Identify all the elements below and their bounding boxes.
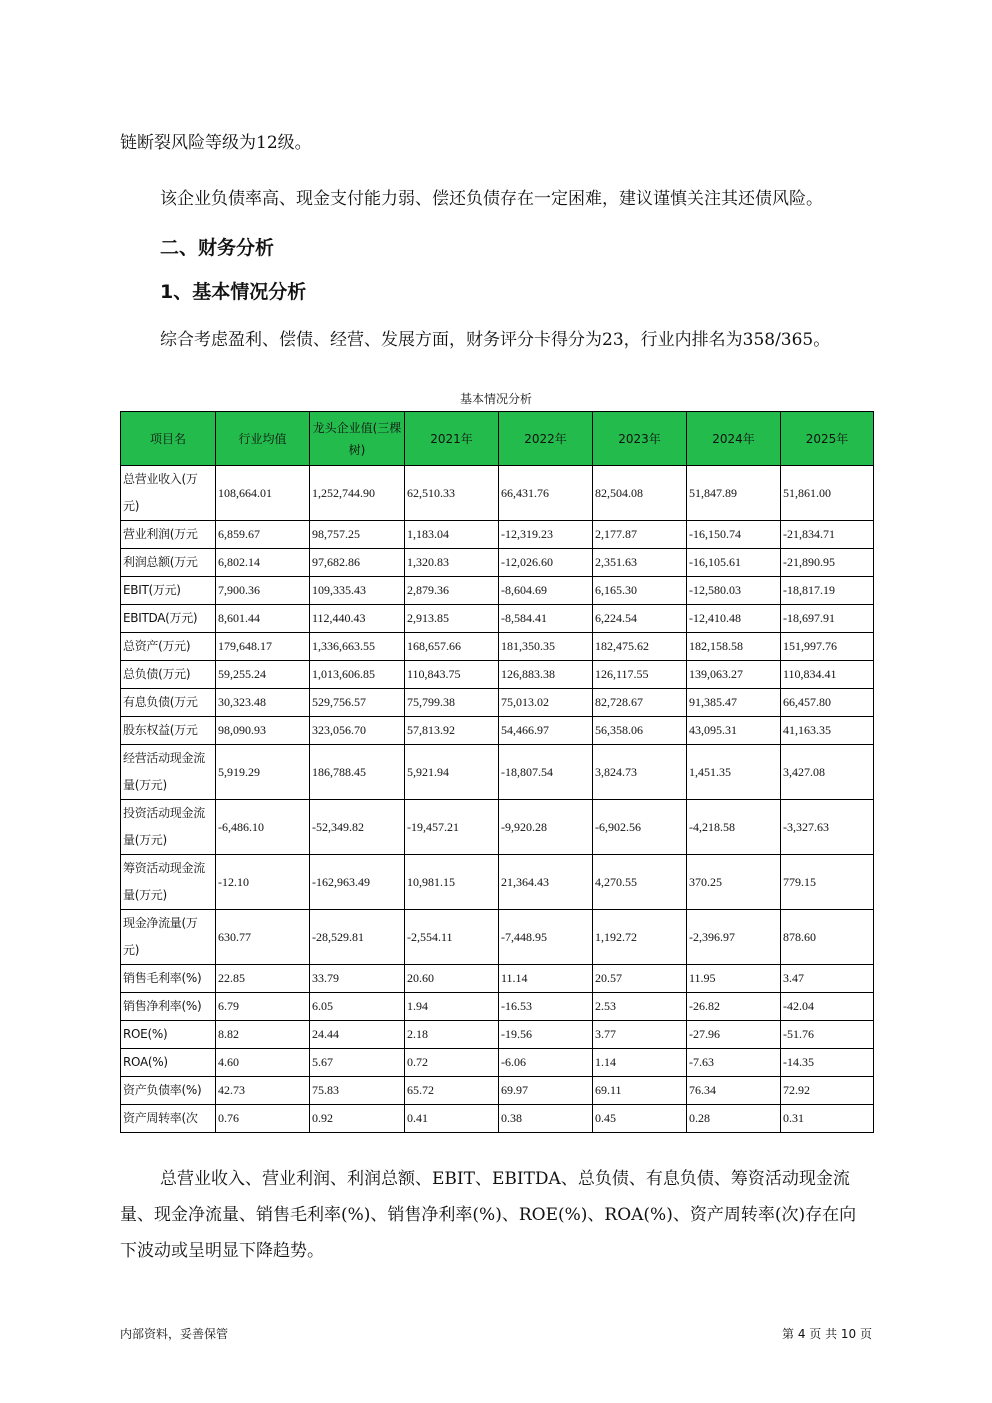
table-cell: 97,682.86 <box>310 549 405 577</box>
table-cell: -18,697.91 <box>781 605 874 633</box>
table-cell: 182,475.62 <box>593 633 687 661</box>
footer-left: 内部资料，妥善保管 <box>120 1327 229 1341</box>
table-cell: 7,900.36 <box>216 577 310 605</box>
table-cell: -12,580.03 <box>687 577 781 605</box>
table-cell: 76.34 <box>687 1077 781 1105</box>
table-cell: 0.38 <box>499 1105 593 1133</box>
table-cell: 21,364.43 <box>499 855 593 910</box>
row-label: 现金净流量(万元) <box>121 910 216 965</box>
table-cell: 0.31 <box>781 1105 874 1133</box>
table-cell: 878.60 <box>781 910 874 965</box>
table-cell: 126,883.38 <box>499 661 593 689</box>
table-cell: 69.11 <box>593 1077 687 1105</box>
table-cell: 181,350.35 <box>499 633 593 661</box>
table-cell: 4,270.55 <box>593 855 687 910</box>
table-cell: 179,648.17 <box>216 633 310 661</box>
table-cell: -14.35 <box>781 1049 874 1077</box>
column-header: 2024年 <box>687 412 781 466</box>
paragraph-continuation: 链断裂风险等级为12级。 <box>120 133 312 153</box>
table-cell: 108,664.01 <box>216 466 310 521</box>
row-label: 销售毛利率(%) <box>121 965 216 993</box>
table-cell: 3.47 <box>781 965 874 993</box>
table-cell: -12,319.23 <box>499 521 593 549</box>
table-row <box>121 1021 874 1049</box>
paragraph-risk-summary: 该企业负债率高、现金支付能力弱、偿还负债存在一定困难，建议谨慎关注其还债风险。 <box>160 189 823 209</box>
table-cell: -21,834.71 <box>781 521 874 549</box>
table-cell: 8,601.44 <box>216 605 310 633</box>
table-row <box>121 577 874 605</box>
table-row <box>121 633 874 661</box>
table-cell: -6,902.56 <box>593 800 687 855</box>
row-label: 总资产(万元) <box>121 633 216 661</box>
table-cell: -8,604.69 <box>499 577 593 605</box>
table-row <box>121 605 874 633</box>
table-row <box>121 661 874 689</box>
column-header: 2021年 <box>405 412 499 466</box>
table-cell: 5,921.94 <box>405 745 499 800</box>
table-cell: -27.96 <box>687 1021 781 1049</box>
row-label: 有息负债(万元 <box>121 689 216 717</box>
footer-page-number: 第 4 页 共 10 页 <box>782 1327 872 1341</box>
table-cell: 139,063.27 <box>687 661 781 689</box>
table-cell: 0.76 <box>216 1105 310 1133</box>
row-label: 投资活动现金流量(万元) <box>121 800 216 855</box>
table-cell: 109,335.43 <box>310 577 405 605</box>
table-cell: 10,981.15 <box>405 855 499 910</box>
table-cell: 2.18 <box>405 1021 499 1049</box>
table-cell: 82,728.67 <box>593 689 687 717</box>
row-label: 经营活动现金流量(万元) <box>121 745 216 800</box>
table-cell: 0.28 <box>687 1105 781 1133</box>
table-cell: 6.05 <box>310 993 405 1021</box>
table-cell: 51,847.89 <box>687 466 781 521</box>
table-cell: 186,788.45 <box>310 745 405 800</box>
table-row <box>121 717 874 745</box>
subsection-heading: 1、基本情况分析 <box>160 281 307 303</box>
table-cell: 1,252,744.90 <box>310 466 405 521</box>
table-cell: -18,817.19 <box>781 577 874 605</box>
table-cell: -16,150.74 <box>687 521 781 549</box>
table-cell: 57,813.92 <box>405 717 499 745</box>
row-label: 资产负债率(%) <box>121 1077 216 1105</box>
column-header: 2025年 <box>781 412 874 466</box>
table-cell: 1,451.35 <box>687 745 781 800</box>
table-row <box>121 1049 874 1077</box>
table-cell: 1,013,606.85 <box>310 661 405 689</box>
table-cell: -2,554.11 <box>405 910 499 965</box>
row-label: ROE(%) <box>121 1021 216 1049</box>
table-cell: 2,913.85 <box>405 605 499 633</box>
table-cell: 66,457.80 <box>781 689 874 717</box>
table-cell: -162,963.49 <box>310 855 405 910</box>
row-label: 资产周转率(次 <box>121 1105 216 1133</box>
row-label: EBIT(万元) <box>121 577 216 605</box>
table-cell: 5,919.29 <box>216 745 310 800</box>
table-cell: -2,396.97 <box>687 910 781 965</box>
row-label: 股东权益(万元 <box>121 717 216 745</box>
row-label: ROA(%) <box>121 1049 216 1077</box>
table-row <box>121 910 874 965</box>
row-label: EBITDA(万元) <box>121 605 216 633</box>
table-cell: 43,095.31 <box>687 717 781 745</box>
table-row <box>121 745 874 800</box>
table-row <box>121 965 874 993</box>
table-cell: 2.53 <box>593 993 687 1021</box>
table-row <box>121 800 874 855</box>
table-cell: -6.06 <box>499 1049 593 1077</box>
table-row <box>121 993 874 1021</box>
table-cell: 20.60 <box>405 965 499 993</box>
table-cell: 20.57 <box>593 965 687 993</box>
table-cell: 4.60 <box>216 1049 310 1077</box>
table-header <box>121 412 874 466</box>
table-row <box>121 549 874 577</box>
table-cell: -3,327.63 <box>781 800 874 855</box>
table-cell: 59,255.24 <box>216 661 310 689</box>
table-cell: 11.95 <box>687 965 781 993</box>
table-cell: 168,657.66 <box>405 633 499 661</box>
table-cell: -9,920.28 <box>499 800 593 855</box>
table-cell: 24.44 <box>310 1021 405 1049</box>
table-cell: 33.79 <box>310 965 405 993</box>
table-cell: 42.73 <box>216 1077 310 1105</box>
table-cell: 6,802.14 <box>216 549 310 577</box>
row-label: 总负债(万元) <box>121 661 216 689</box>
table-cell: -12,026.60 <box>499 549 593 577</box>
column-header: 2023年 <box>593 412 687 466</box>
table-cell: -26.82 <box>687 993 781 1021</box>
table-cell: -16,105.61 <box>687 549 781 577</box>
table-cell: 6.79 <box>216 993 310 1021</box>
column-header: 龙头企业值(三棵树) <box>310 412 405 466</box>
table-cell: 22.85 <box>216 965 310 993</box>
section-heading: 二、财务分析 <box>160 237 275 259</box>
table-cell: -12,410.48 <box>687 605 781 633</box>
table-row <box>121 1105 874 1133</box>
table-cell: 110,834.41 <box>781 661 874 689</box>
table-row <box>121 521 874 549</box>
table-cell: -12.10 <box>216 855 310 910</box>
table-row <box>121 855 874 910</box>
table-cell: 1.14 <box>593 1049 687 1077</box>
table-cell: 3.77 <box>593 1021 687 1049</box>
table-cell: 75.83 <box>310 1077 405 1105</box>
row-label: 筹资活动现金流量(万元) <box>121 855 216 910</box>
row-label: 销售净利率(%) <box>121 993 216 1021</box>
table-cell: 98,090.93 <box>216 717 310 745</box>
table-cell: 3,824.73 <box>593 745 687 800</box>
table-caption: 基本情况分析 <box>459 392 532 406</box>
table-cell: -18,807.54 <box>499 745 593 800</box>
table-cell: 1,192.72 <box>593 910 687 965</box>
table-cell: 72.92 <box>781 1077 874 1105</box>
table-cell: 2,351.63 <box>593 549 687 577</box>
table-cell: 529,756.57 <box>310 689 405 717</box>
financial-table <box>120 411 874 1133</box>
table-cell: 5.67 <box>310 1049 405 1077</box>
table-cell: 3,427.08 <box>781 745 874 800</box>
table-cell: -16.53 <box>499 993 593 1021</box>
table-cell: 41,163.35 <box>781 717 874 745</box>
table-cell: -6,486.10 <box>216 800 310 855</box>
table-cell: 75,013.02 <box>499 689 593 717</box>
table-cell: -19.56 <box>499 1021 593 1049</box>
table-cell: -51.76 <box>781 1021 874 1049</box>
table-cell: -28,529.81 <box>310 910 405 965</box>
row-label: 利润总额(万元 <box>121 549 216 577</box>
header-row <box>121 412 874 466</box>
table-cell: 1.94 <box>405 993 499 1021</box>
table-cell: 1,183.04 <box>405 521 499 549</box>
table-cell: 51,861.00 <box>781 466 874 521</box>
table-cell: 6,165.30 <box>593 577 687 605</box>
table-cell: 151,997.76 <box>781 633 874 661</box>
table-cell: 30,323.48 <box>216 689 310 717</box>
table-cell: 0.72 <box>405 1049 499 1077</box>
table-cell: 0.41 <box>405 1105 499 1133</box>
table-cell: -19,457.21 <box>405 800 499 855</box>
table-cell: -42.04 <box>781 993 874 1021</box>
table-cell: -52,349.82 <box>310 800 405 855</box>
table-cell: 6,224.54 <box>593 605 687 633</box>
table-cell: 779.15 <box>781 855 874 910</box>
table-cell: 0.45 <box>593 1105 687 1133</box>
table-cell: 6,859.67 <box>216 521 310 549</box>
table-cell: 98,757.25 <box>310 521 405 549</box>
table-cell: 62,510.33 <box>405 466 499 521</box>
table-cell: -7,448.95 <box>499 910 593 965</box>
column-header: 项目名 <box>121 412 216 466</box>
table-cell: 0.92 <box>310 1105 405 1133</box>
paragraph-trend: 总营业收入、营业利润、利润总额、EBIT、EBITDA、总负债、有息负债、筹资活动现金流量、现金净流量、销售毛利率(%)、销售净利率(%)、ROE(%)、ROA(%)、资产周转率(次)存在向下波动或呈明显下降趋势。 <box>120 1169 857 1261</box>
table-cell: 126,117.55 <box>593 661 687 689</box>
table-row <box>121 466 874 521</box>
table-cell: 370.25 <box>687 855 781 910</box>
table-cell: 182,158.58 <box>687 633 781 661</box>
table-cell: 1,336,663.55 <box>310 633 405 661</box>
table-cell: -8,584.41 <box>499 605 593 633</box>
table-cell: 91,385.47 <box>687 689 781 717</box>
table-cell: 2,177.87 <box>593 521 687 549</box>
table-cell: 2,879.36 <box>405 577 499 605</box>
column-header: 行业均值 <box>216 412 310 466</box>
table-cell: 82,504.08 <box>593 466 687 521</box>
table-cell: 110,843.75 <box>405 661 499 689</box>
paragraph-score: 综合考虑盈利、偿债、经营、发展方面，财务评分卡得分为23，行业内排名为358/365。 <box>160 330 831 350</box>
table-row <box>121 689 874 717</box>
table-row <box>121 1077 874 1105</box>
table-cell: 8.82 <box>216 1021 310 1049</box>
table-cell: 66,431.76 <box>499 466 593 521</box>
row-label: 营业利润(万元 <box>121 521 216 549</box>
table-cell: -7.63 <box>687 1049 781 1077</box>
table-cell: 56,358.06 <box>593 717 687 745</box>
table-cell: -21,890.95 <box>781 549 874 577</box>
column-header: 2022年 <box>499 412 593 466</box>
table-body <box>121 466 874 1133</box>
table-cell: 11.14 <box>499 965 593 993</box>
table-cell: 1,320.83 <box>405 549 499 577</box>
table-cell: 323,056.70 <box>310 717 405 745</box>
row-label: 总营业收入(万元) <box>121 466 216 521</box>
table-cell: 112,440.43 <box>310 605 405 633</box>
table-cell: 630.77 <box>216 910 310 965</box>
table-cell: 65.72 <box>405 1077 499 1105</box>
table-cell: -4,218.58 <box>687 800 781 855</box>
table-cell: 69.97 <box>499 1077 593 1105</box>
table-cell: 75,799.38 <box>405 689 499 717</box>
table-cell: 54,466.97 <box>499 717 593 745</box>
